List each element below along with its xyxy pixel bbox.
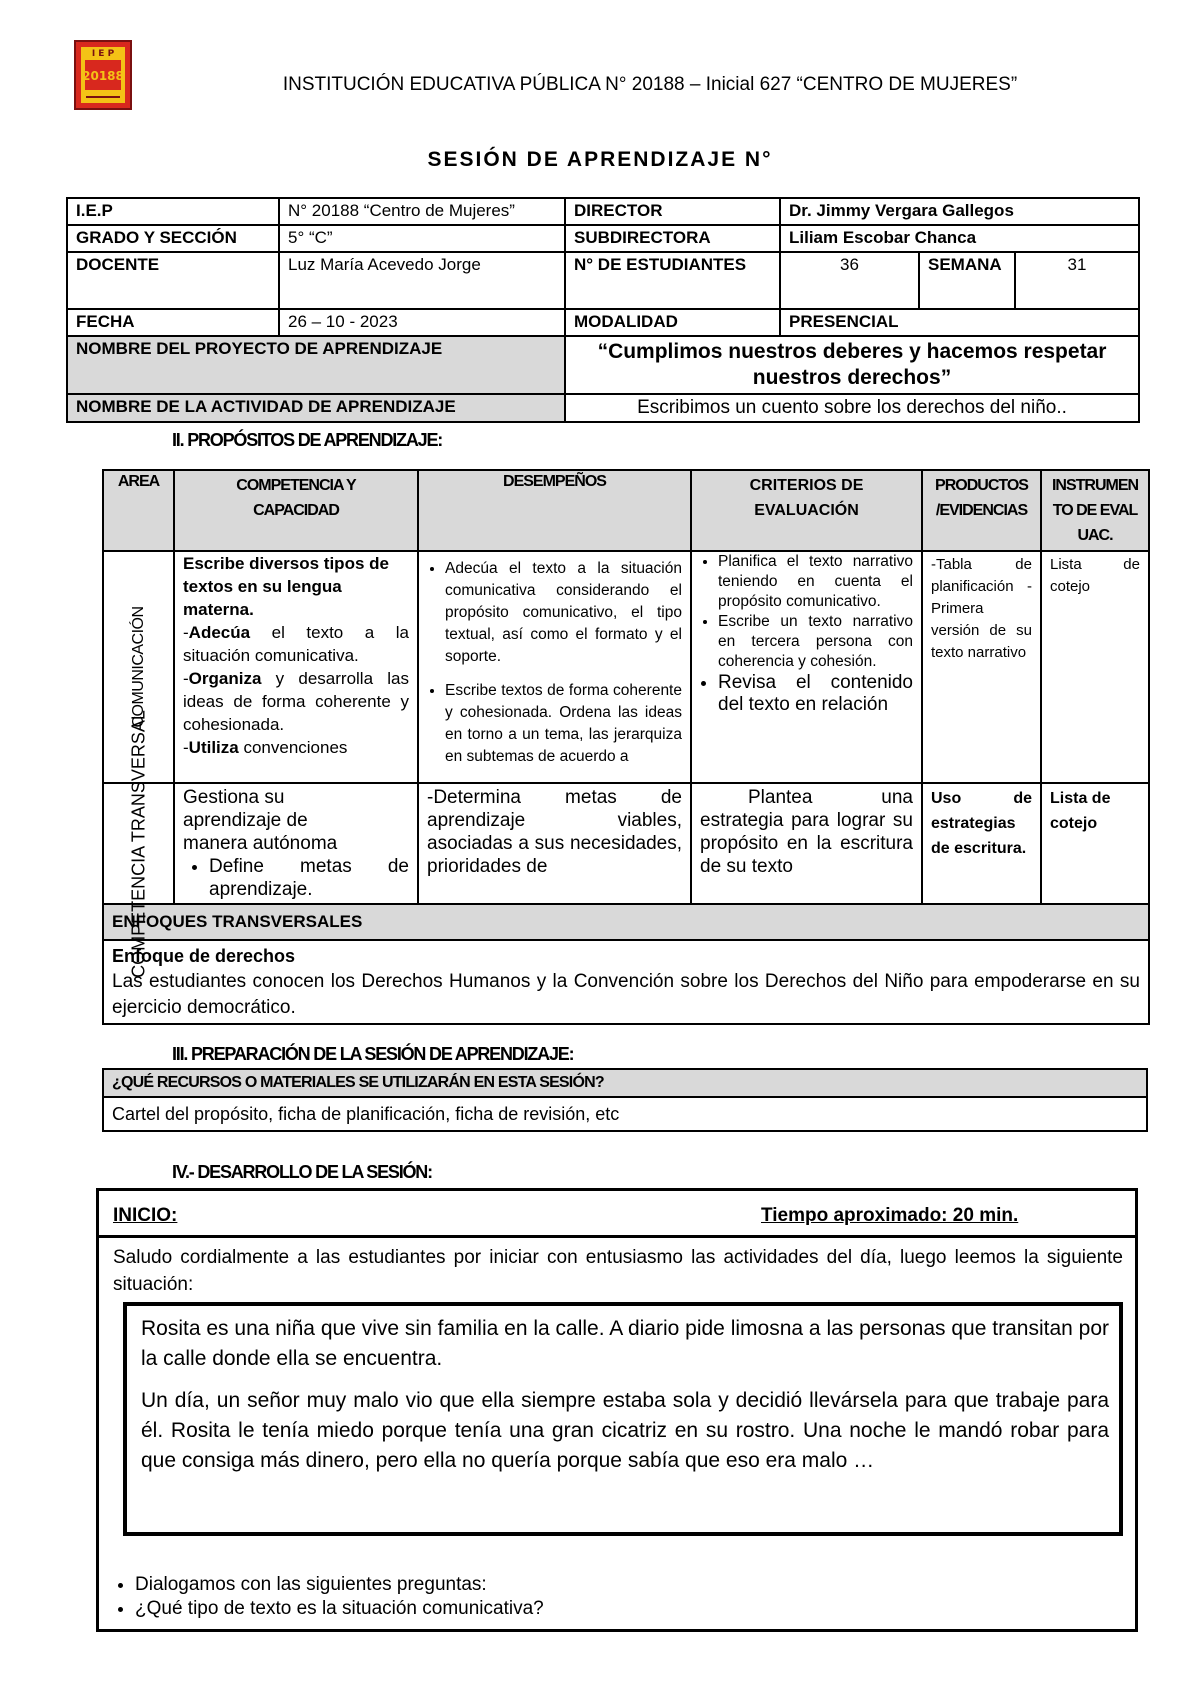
estudiantes-label: N° DE ESTUDIANTES <box>565 252 780 309</box>
instrumento-comunicacion: Lista de cotejo <box>1041 551 1149 783</box>
capacidad-utiliza: -Utiliza convenciones <box>183 738 348 757</box>
cap1-bold: Adecúa <box>188 623 251 642</box>
header-competencia: COMPETENCIA Y CAPACIDAD <box>174 470 418 551</box>
dialogo-item-1: • Dialogamos con las siguientes preguntas: <box>135 1573 544 1597</box>
institution-name: INSTITUCIÓN EDUCATIVA PÚBLICA N° 20188 – Inicial 627 “CENTRO DE MUJERES” <box>282 74 1018 95</box>
desarrollo-box <box>96 1188 1138 1632</box>
producto-autonoma: Uso de estrategias de escritura. <box>922 783 1041 904</box>
competencia-title: Escribe diversos tipos de textos en su lengua materna. <box>183 554 389 619</box>
semana-value: 31 <box>1015 252 1139 309</box>
story-paragraph-1: Rosita es una niña que vive sin familia en la calle. A diario pide limosna a las personas que transitan por la calle donde ella se encuentra. <box>141 1317 1109 1370</box>
capacidad-adecua: -Adecúa el texto a la situación comunicativa. <box>183 623 409 665</box>
actividad-label: NOMBRE DE LA ACTIVIDAD DE APRENDIZAJE <box>67 394 565 422</box>
desempeno-2: • Escribe textos de forma coherente y cohesionada. Ordena las ideas en torno a un tema, las jerarquiza en subtemas de acuerdo a <box>445 680 682 768</box>
recursos-answer: Cartel del propósito, ficha de planificación, ficha de revisión, etc <box>103 1097 1147 1131</box>
tiempo-label: Tiempo aproximado: 20 min. <box>761 1205 1019 1226</box>
competencia-bullet: • Define metas de aprendizaje. <box>209 855 409 901</box>
enfoque-cell <box>103 940 1149 1024</box>
desempenos-list <box>427 558 682 768</box>
criterio-1: • Planifica el texto narrativo teniendo en cuenta el propósito comunicativo. <box>718 552 913 612</box>
cap2-bold: Organiza <box>188 669 262 688</box>
subdirectora-label: SUBDIRECTORA <box>565 225 780 252</box>
capacidad-organiza: -Organiza y desarrolla las ideas de forma coherente y cohesionada. <box>183 669 409 734</box>
cap1-rest: el texto a la situación comunicativa. <box>183 623 409 665</box>
grado-value: 5° “C” <box>279 225 565 252</box>
docente-value: Luz María Acevedo Jorge <box>279 252 565 309</box>
session-title: SESIÓN DE APRENDIZAJE N° <box>427 148 773 171</box>
director-value: Dr. Jimmy Vergara Gallegos <box>780 198 1139 225</box>
story-paragraph-2: Un día, un señor muy malo vio que ella siempre estaba sola y decidió llevársela para que trabaje para él. Rosita le tenía miedo porque tenía una gran cicatriz en su rostro. Una noche le mandó robar para que consiga más dinero, pero ella no quería porque sabía que eso era malo … <box>141 1389 1109 1472</box>
instrumento-autonoma: Lista de cotejo <box>1041 783 1149 904</box>
svg-text:20188: 20188 <box>82 69 124 83</box>
criterio-3: • Revisa el contenido del texto en relación <box>718 672 913 716</box>
docente-label: DOCENTE <box>67 252 279 309</box>
competencia-comunicacion <box>174 551 418 783</box>
iep-value: N° 20188 “Centro de Mujeres” <box>279 198 565 225</box>
propositos-title: II. PROPÓSITOS DE APRENDIZAJE: <box>172 430 443 450</box>
inicio-label: INICIO: <box>113 1205 178 1226</box>
desempenos-comunicacion <box>418 551 691 783</box>
semana-label: SEMANA <box>919 252 1015 309</box>
criterios-list <box>700 552 913 716</box>
actividad-value: Escribimos un cuento sobre los derechos del niño.. <box>565 394 1139 422</box>
criterios-comunicacion <box>691 551 922 783</box>
preparacion-title: III. PREPARACIÓN DE LA SESIÓN DE APRENDIZAJE: <box>172 1044 574 1064</box>
modalidad-value: PRESENCIAL <box>780 309 1139 336</box>
productos-comunicacion: -Tabla de planificación -Primera versión de su texto narrativo <box>922 551 1041 783</box>
desempeno-1: • Adecúa el texto a la situación comunicativa considerando el propósito comunicativo, el tipo textual, así como el formato y el soporte. <box>445 558 682 668</box>
cap3-bold: Utiliza <box>188 738 239 757</box>
enfoque-title: Enfoque de derechos <box>112 946 296 966</box>
criterio-2: • Escribe un texto narrativo en tercera persona con coherencia y cohesión. <box>718 612 913 672</box>
header-instrumento: INSTRUMENTO DE EVALUAC. <box>1041 470 1149 551</box>
inicio-intro: Saludo cordialmente a las estudiantes por iniciar con entusiasmo las actividades del día, luego leemos la siguiente situación: <box>113 1247 1123 1295</box>
header-area: AREA <box>103 470 174 551</box>
proyecto-label: NOMBRE DEL PROYECTO DE APRENDIZAJE <box>67 336 565 394</box>
cap2-rest: y desarrolla las ideas de forma coherente y cohesionada. <box>183 669 409 734</box>
desarrollo-title: IV.- DESARROLLO DE LA SESIÓN: <box>172 1162 432 1182</box>
estudiantes-value: 36 <box>780 252 919 309</box>
inicio-header <box>99 1191 1135 1238</box>
story-box <box>123 1302 1123 1536</box>
school-crest-icon <box>74 40 132 110</box>
propositos-table <box>102 469 1150 1025</box>
header-productos: PRODUCTOS /EVIDENCIAS <box>922 470 1041 551</box>
area-comunicacion-label: COMUNICACIÓN <box>129 606 147 728</box>
recursos-question: ¿QUÉ RECURSOS O MATERIALES SE UTILIZARÁN EN ESTA SESIÓN? <box>103 1069 1147 1097</box>
dialogo-item-2: • ¿Qué tipo de texto es la situación comunicativa? <box>135 1597 544 1621</box>
dialogo-list <box>99 1573 544 1621</box>
enfoques-label: ENFOQUES TRANSVERSALES <box>103 904 1149 940</box>
fecha-label: FECHA <box>67 309 279 336</box>
area-competencia-transversal <box>103 709 174 978</box>
preparacion-table <box>102 1068 1148 1132</box>
subdirectora-value: Liliam Escobar Chanca <box>780 225 1139 252</box>
fecha-value: 26 – 10 - 2023 <box>279 309 565 336</box>
competencia-autonoma-list <box>183 855 409 901</box>
proyecto-value: “Cumplimos nuestros deberes y hacemos respetar nuestros derechos” <box>565 336 1139 394</box>
criterio-autonoma: Plantea una estrategia para lograr su propósito en la escritura de su texto <box>691 783 922 904</box>
enfoque-text: Las estudiantes conocen los Derechos Humanos y la Convención sobre los Derechos del Niño para empoderarse en su ejercicio democrático. <box>112 971 1140 1018</box>
director-label: DIRECTOR <box>565 198 780 225</box>
desempeno-autonoma: -Determina metas de aprendizaje viables, asociadas a sus necesidades, prioridades de <box>418 783 691 904</box>
svg-text:I E P: I E P <box>91 49 115 59</box>
cap3-rest: convenciones <box>238 738 348 757</box>
competencia-autonoma-text: Gestiona su aprendizaje de manera autónoma <box>183 787 338 854</box>
header-desempenos: DESEMPEÑOS <box>418 470 691 551</box>
header-criterios: CRITERIOS DE EVALUACIÓN <box>691 470 922 551</box>
school-logo <box>74 40 132 110</box>
grado-label: GRADO Y SECCIÓN <box>67 225 279 252</box>
info-table <box>66 197 1140 423</box>
iep-label: I.E.P <box>67 198 279 225</box>
competencia-autonoma <box>174 783 418 904</box>
modalidad-label: MODALIDAD <box>565 309 780 336</box>
area-transversal-label: COMPETENCIA TRANSVERSAL <box>128 709 148 978</box>
